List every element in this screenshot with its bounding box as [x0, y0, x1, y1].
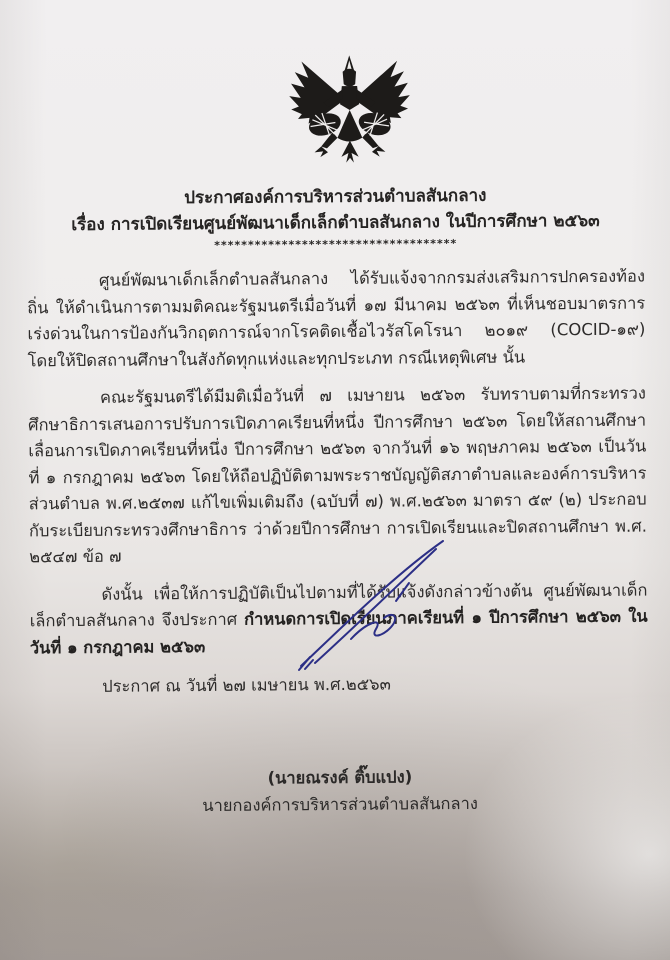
signer-name: (นายณรงค์ ติ๊บแปง)	[267, 767, 413, 788]
garuda-emblem-shape	[289, 55, 410, 163]
garuda-emblem-svg	[282, 53, 417, 170]
announcement-subject: เรื่อง การเปิดเรียนศูนย์พัฒนาเด็กเล็กตำบลสันกลาง ในปีการศึกษา ๒๕๖๓	[71, 210, 600, 236]
signer-position: นายกองค์การบริหารส่วนตำบลสันกลาง	[202, 793, 478, 816]
body-paragraph-2: คณะรัฐมนตรีได้มีมติเมื่อวันที่ ๗ เมษายน ๒๕๖๓ รับทราบตามที่กระทรวงศึกษาธิการเสนอการปรับการเปิดภาคเรียนที่หนึ่ง ปีการศึกษา ๒๕๖๓ โดยให้สถานศึกษาเลื่อนการเปิดภาคเรียนที่หนึ่ง ปีการศึกษา ๒๕๖๓ จากวันที่ ๑๖ พฤษภาคม ๒๕๖๓ เป็นวันที่ ๑ กรกฎาคม ๒๕๖๓ โดยให้ถือปฏิบัติตามพระราชบัญญัติสภาตำบลและองค์การบริหารส่วนตำบล พ.ศ.๒๕๓๗ แก้ไขเพิ่มเติมถึง (ฉบับที่ ๗) พ.ศ.๒๕๖๓ มาตรา ๕๙ (๒) ประกอบกับระเบียบกระทรวงศึกษาธิการ ว่าด้วยปีการศึกษา การเปิดเรียนและปิดสถานศึกษา พ.ศ. ๒๕๔๗ ข้อ ๗	[28, 383, 647, 567]
issued-date-line: ประกาศ ณ วันที่ ๒๗ เมษายน พ.ศ.๒๕๖๓	[102, 674, 391, 696]
paragraph-3-bold-text: กำหนดการเปิดเรียนภาคเรียนที่ ๑ ปีการศึกษา ๒๕๖๓ ในวันที่ ๑ กรกฎาคม ๒๕๖๓	[29, 606, 648, 657]
signature-block	[31, 762, 649, 821]
body-paragraph-3	[29, 577, 648, 661]
asterisk-divider: ************************************	[214, 237, 458, 252]
announcement-title: ประกาศองค์การบริหารส่วนตำบลสันกลาง	[184, 185, 487, 209]
garuda-emblem	[252, 53, 417, 170]
body-paragraph-1: ศูนย์พัฒนาเด็กเล็กตำบลสันกลาง ได้รับแจ้งจากกรมส่งเสริมการปกครองท้องถิ่น ให้ดำเนินการตามมติคณะรัฐมนตรีเมื่อวันที่ ๑๗ มีนาคม ๒๕๖๓ ที่เห็นชอบมาตรการเร่งด่วนในการป้องกันวิกฤตการณ์จากโรคติดเชื้อไวรัสโคโรนา ๒๐๑๙ (COCID-๑๙) โดยให้ปิดสถานศึกษาในสังกัดทุกแห่งและทุกประเภท กรณีเหตุพิเศษ นั้น	[27, 266, 646, 370]
paragraph-3-text: ดังนั้น เพื่อให้การปฏิบัติเป็นไปตามที่ได้รับแจ้งดังกล่าวข้างต้น ศูนย์พัฒนาเด็กเล็กตำบลสันกลาง จึงประกาศ	[29, 580, 648, 631]
